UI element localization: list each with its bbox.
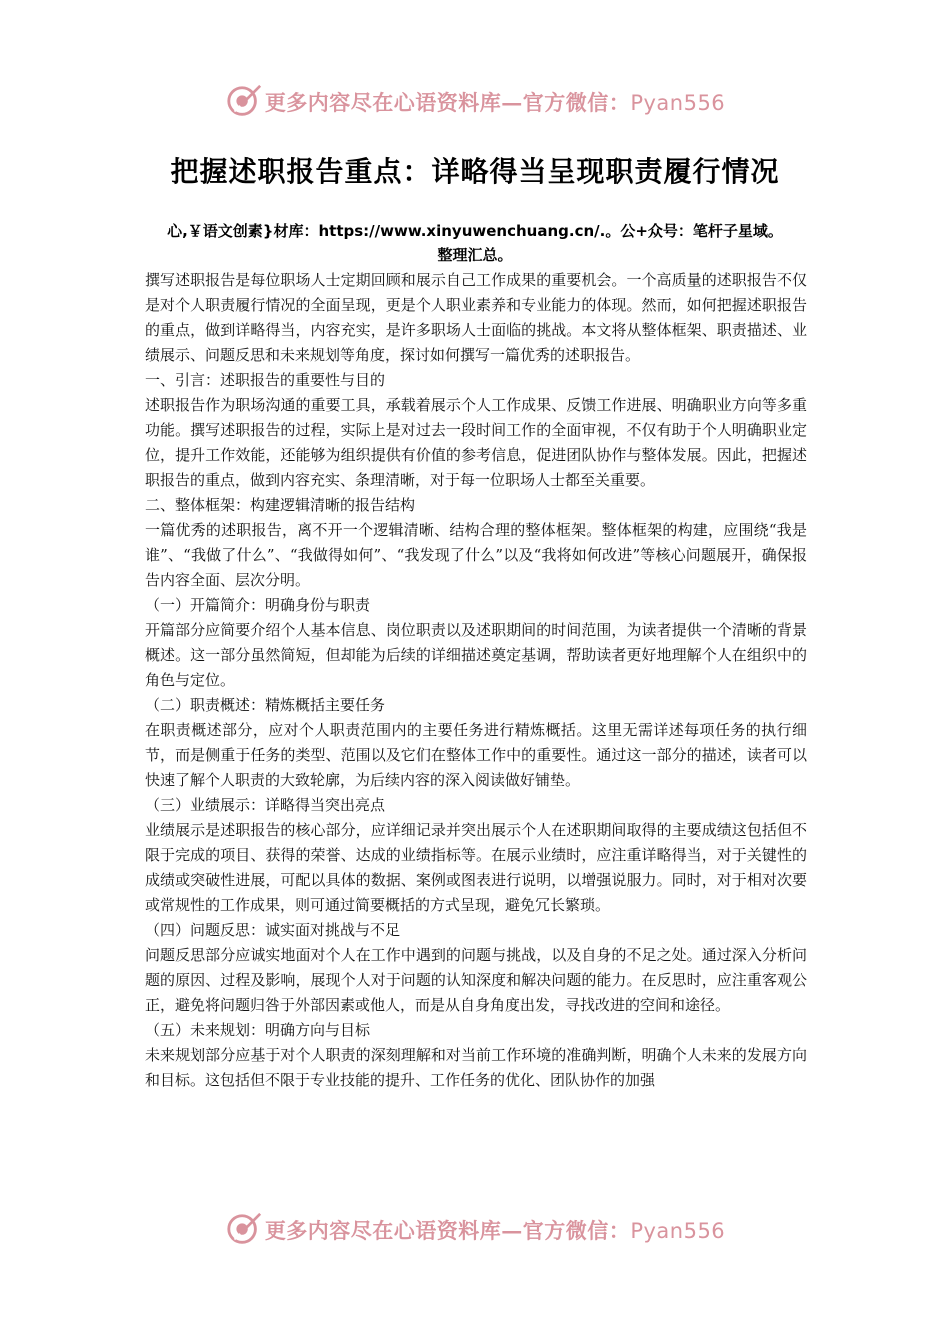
- source-note: [145, 219, 805, 267]
- subsection-heading: （二）职责概述：精炼概括主要任务: [145, 696, 386, 714]
- paragraph: 开篇部分应简要介绍个人基本信息、岗位职责以及述职期间的时间范围，为读者提供一个清晰的背景概述。这一部分虽然简短，但却能为后续的详细描述奠定基调，帮助读者更好地理解个人在组织中的角色与定位。: [145, 621, 807, 689]
- source-line-1: 心,￥语文创素}材库：https://www.xinyuwenchuang.cn/.。公+众号：笔杆子星域。: [167, 222, 783, 240]
- section-heading: 二、整体框架：构建逻辑清晰的报告结构: [145, 496, 416, 514]
- subsection-heading: （一）开篇简介：明确身份与职责: [145, 596, 371, 614]
- banner-wechat-id: Pyan556: [630, 91, 726, 115]
- article-body: [145, 268, 807, 1093]
- banner-wechat-id: Pyan556: [630, 1219, 726, 1243]
- paragraph: 未来规划部分应基于对个人职责的深刻理解和对当前工作环境的准确判断，明确个人未来的发展方向和目标。这包括但不限于专业技能的提升、工作任务的优化、团队协作的加强: [145, 1046, 807, 1089]
- banner-text: 更多内容尽在心语资料库—官方微信：Pyan556: [264, 1218, 726, 1243]
- subsection-heading: （三）业绩展示：详略得当突出亮点: [145, 796, 386, 814]
- subsection-heading: （四）问题反思：诚实面对挑战与不足: [145, 921, 401, 939]
- subsection-heading: （五）未来规划：明确方向与目标: [145, 1021, 371, 1039]
- paragraph: 问题反思部分应诚实地面对个人在工作中遇到的问题与挑战，以及自身的不足之处。通过深入分析问题的原因、过程及影响，展现个人对于问题的认知深度和解决问题的能力。在反思时，应注重客观公正，避免将问题归咎于外部因素或他人，而是从自身角度出发，寻找改进的空间和途径。: [145, 946, 807, 1014]
- footer-banner: [0, 1208, 950, 1252]
- paragraph: 述职报告作为职场沟通的重要工具，承载着展示个人工作成果、反馈工作进展、明确职业方向等多重功能。撰写述职报告的过程，实际上是对过去一段时间工作的全面审视，不仅有助于个人明确职业定位，提升工作效能，还能够为组织提供有价值的参考信息，促进团队协作与整体发展。因此，把握述职报告的重点，做到内容充实、条理清晰，对于每一位职场人士都至关重要。: [145, 396, 807, 489]
- paragraph: 业绩展示是述职报告的核心部分，应详细记录并突出展示个人在述职期间取得的主要成绩这包括但不限于完成的项目、获得的荣誉、达成的业绩指标等。在展示业绩时，应注重详略得当，对于关键性的成绩或突破性进展，可配以具体的数据、案例或图表进行说明，以增强说服力。同时，对于相对次要或常规性的工作成果，则可通过简要概括的方式呈现，避免冗长繁琐。: [145, 821, 807, 914]
- paragraph: 一篇优秀的述职报告，离不开一个逻辑清晰、结构合理的整体框架。整体框架的构建，应围绕“我是谁”、“我做了什么”、“我做得如何”、“我发现了什么”以及“我将如何改进”等核心问题展开，确保报告内容全面、层次分明。: [145, 521, 807, 589]
- paragraph: 在职责概述部分，应对个人职责范围内的主要任务进行精炼概括。这里无需详述每项任务的执行细节，而是侧重于任务的类型、范围以及它们在整体工作中的重要性。通过这一部分的描述，读者可以快速了解个人职责的大致轮廓，为后续内容的深入阅读做好铺垫。: [145, 721, 807, 789]
- pen-logo-icon: [225, 1211, 263, 1249]
- header-banner: [0, 80, 950, 124]
- pen-logo-icon: [225, 83, 263, 121]
- page-title: 把握述职报告重点：详略得当呈现职责履行情况: [170, 155, 780, 188]
- source-line-2: 整理汇总。: [437, 246, 513, 264]
- paragraph: 撰写述职报告是每位职场人士定期回顾和展示自己工作成果的重要机会。一个高质量的述职报告不仅是对个人职责履行情况的全面呈现，更是个人职业素养和专业能力的体现。然而，如何把握述职报告的重点，做到详略得当，内容充实，是许多职场人士面临的挑战。本文将从整体框架、职责描述、业绩展示、问题反思和未来规划等角度，探讨如何撰写一篇优秀的述职报告。: [145, 271, 807, 364]
- section-heading: 一、引言：述职报告的重要性与目的: [145, 371, 386, 389]
- banner-text: 更多内容尽在心语资料库—官方微信：Pyan556: [264, 90, 726, 115]
